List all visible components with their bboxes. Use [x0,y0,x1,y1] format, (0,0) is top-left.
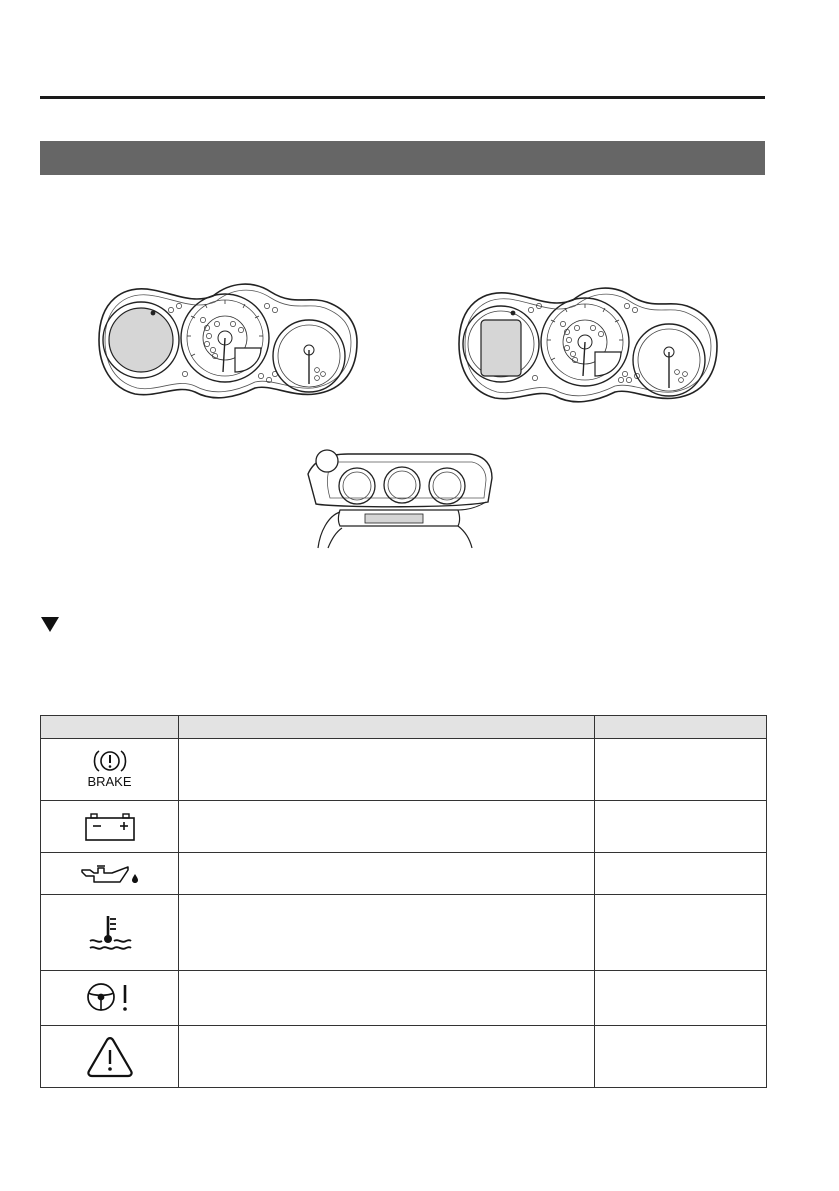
table-header-row [41,716,767,739]
reference-cell [595,739,767,801]
icon-cell [41,1026,179,1088]
table-row [41,971,767,1026]
battery-charging-icon [84,812,136,842]
coolant-temperature-icon [86,913,134,953]
instrument-cluster-round-display-icon [95,276,360,404]
description-cell [179,895,595,971]
icon-cell [41,739,179,801]
header-description [179,716,595,739]
table-row [41,801,767,853]
description-cell [179,971,595,1026]
table-row [41,1026,767,1088]
description-cell [179,801,595,853]
top-rule [40,96,765,99]
description-cell [179,739,595,801]
table-row [41,895,767,971]
reference-cell [595,1026,767,1088]
icon-cell [41,801,179,853]
brake-label: BRAKE [87,774,132,789]
master-warning-icon [85,1035,135,1079]
icon-cell [41,895,179,971]
description-cell [179,853,595,895]
table-row [41,853,767,895]
icon-cell [41,853,179,895]
reference-cell [595,853,767,895]
description-cell [179,1026,595,1088]
header-signal [41,716,179,739]
reference-cell [595,971,767,1026]
reference-cell [595,895,767,971]
icon-cell [41,971,179,1026]
header-reference [595,716,767,739]
oil-pressure-icon [80,862,140,886]
triangle-down-icon [40,615,60,633]
dashboard-overview-icon [300,444,500,552]
power-steering-icon [85,981,135,1015]
reference-cell [595,801,767,853]
warning-light-table [40,715,767,1088]
instrument-cluster-square-display-icon [455,280,720,408]
brake-warning-icon [87,748,133,789]
table-row [41,739,767,801]
section-title-bar [40,141,765,175]
